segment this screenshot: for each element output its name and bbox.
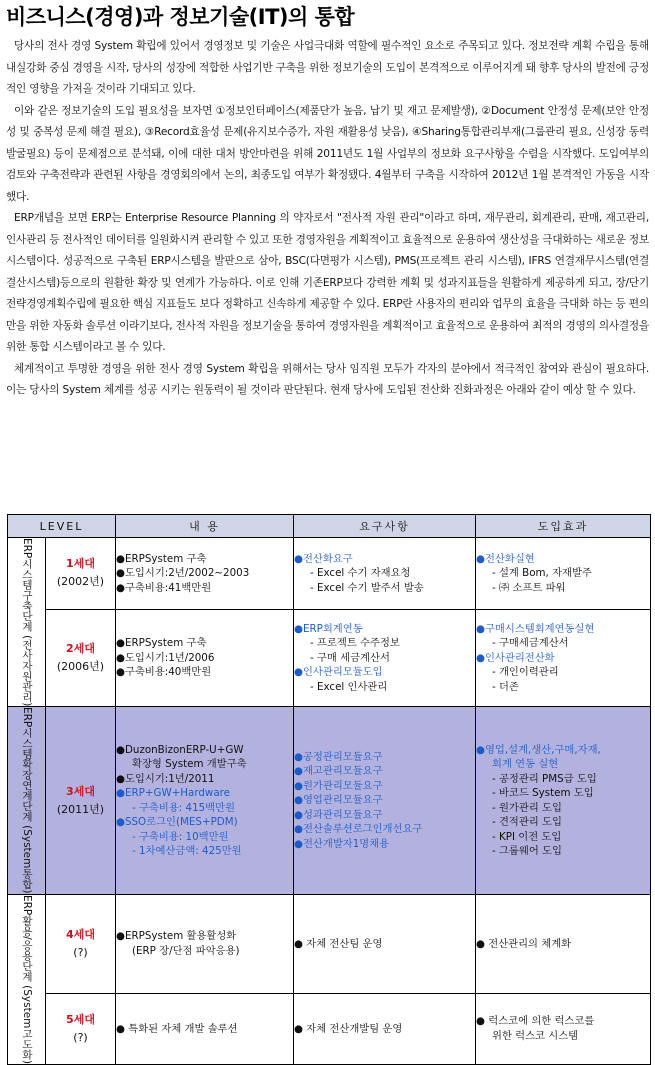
cell-line: - 설계 Bom, 자재발주 <box>492 567 592 580</box>
cell-line: ●전산화요구 <box>294 552 353 565</box>
paragraph-3: ERP개념을 보면 ERP는 Enterprise Resource Planning 의 약자로서 "전사적 자원 관리"이라고 하며, 재무관리, 회계관리, 판매, 재고관리, 인사관리 등 전사적인 데이터를 일원화시켜 관리할 수 있고 또한 경영자원을 계획적이고 효율적으로 운용하여 생산성을 극대화하는 새로운 정보시스템이다. 성공적으로 구축된 ERP시스템을 발판으로 삼아, BSC(다면평가 시스템), PMS(프로젝트 관리 시스템), IFRS 연결재무시스템(연결결산시스템)등으로의 원활한 확장 및 연계가 가능하다. 이로 인해 기존ERP보다 강력한 계획 및 성과지표들을 원활하게 제공하게 되고, 장/단기 전략경영계획수립에 필요한 핵심 지표들도 보다 정확하고 신속하게 제공할 수 있다. ERP란 사용자의 편리와 업무의 효율을 극대화 하는 등 편의만을 위한 자동화 솔루션 이라기보다, 전사적 자원을 정보기술을 통하여 경영자원을 계획적이고 효율적으로 운용하여 최적의 경영의 의사결정을 위한 통합 시스템이라고 볼 수 있다. <box>6 212 649 353</box>
body-text <box>6 36 649 402</box>
cell-line: ●구축비용:41백만원 <box>116 581 212 594</box>
cell-line: - 구매세금계산서 <box>492 637 569 650</box>
cell-line: ●공정관리모듈요구 <box>294 750 383 763</box>
requirements-cell <box>294 993 476 1064</box>
cell-line: ●인사관리모듈도입 <box>294 666 383 679</box>
generation-label: 5세대 <box>66 1012 95 1026</box>
cell-line: - 바코드 System 도입 <box>492 787 594 800</box>
requirements-cell <box>294 894 476 993</box>
cell-line: - 더존 <box>492 680 519 693</box>
content-cell <box>116 707 294 894</box>
cell-line: - ㈜ 소프트 파워 <box>492 581 566 594</box>
cell-line: ●ERP+GW+Hardware <box>116 787 230 800</box>
evolution-table <box>7 514 651 1065</box>
requirements-cell <box>294 707 476 894</box>
cell-line: - 구축비용: 415백만원 <box>132 801 236 814</box>
cell-line: - 그룹웨어 도입 <box>492 845 562 858</box>
content-cell <box>116 993 294 1064</box>
stage-label: ERP활용/응용단계 (System고도화) <box>8 894 46 1064</box>
cell-line: ●ERPSystem 활용활성화 <box>116 930 237 943</box>
cell-line: - Excel 수기 자재요청 <box>310 567 411 580</box>
effects-cell <box>476 707 651 894</box>
generation-year: (2011년) <box>56 802 105 816</box>
cell-line: - 구매 세금계산서 <box>310 651 390 664</box>
table-row <box>8 993 651 1064</box>
cell-line: 회계 연동 실현 <box>492 758 559 771</box>
effects-cell <box>476 993 651 1064</box>
cell-line: - KPI 이전 도입 <box>492 830 562 843</box>
cell-line: - 원가관리 도입 <box>492 801 562 814</box>
header-level: LEVEL <box>8 515 116 538</box>
content-cell <box>116 538 294 610</box>
effects-cell <box>476 538 651 610</box>
cell-line: ● 럭스코에 의한 럭스코를 <box>476 1015 595 1028</box>
cell-line: ●전산화실현 <box>476 552 535 565</box>
table-row <box>8 538 651 610</box>
cell-line: ●ERPSystem 구축 <box>116 637 207 650</box>
generation-year: (2006년) <box>56 660 105 674</box>
cell-line: ●인사관리전산화 <box>476 651 555 664</box>
cell-line: ● 자체 전산개발팀 운영 <box>294 1022 403 1035</box>
cell-line: ● 전산관리의 체계화 <box>476 937 572 950</box>
cell-line: ●ERPSystem 구축 <box>116 552 207 565</box>
page-title: 비즈니스(경영)과 정보기술(IT)의 통합 <box>6 5 355 29</box>
content-cell <box>116 894 294 993</box>
cell-line: ●구매시스템회계연동실현 <box>476 622 595 635</box>
cell-line: - 프로젝트 수주정보 <box>310 637 400 650</box>
cell-line: ●구축비용:40백만원 <box>116 666 212 679</box>
cell-line: - 구축비용: 10백만원 <box>132 830 229 843</box>
generation-cell <box>46 707 116 894</box>
cell-line: - Excel 인사관리 <box>310 680 388 693</box>
header-content: 내 용 <box>116 515 294 538</box>
stage-label: ERP시스템확장연계단계 (System통합) <box>8 707 46 894</box>
cell-line: ●ERP회계연동 <box>294 622 363 635</box>
cell-line: ●원가관리모듈요구 <box>294 779 383 792</box>
cell-line: - 견적관리 도입 <box>492 816 562 829</box>
generation-label: 4세대 <box>66 927 95 941</box>
cell-line: (ERP 장/단점 파악응용) <box>132 944 240 957</box>
header-requirements: 요구사항 <box>294 515 476 538</box>
generation-year: (?) <box>73 945 88 959</box>
paragraph-4: 체계적이고 투명한 경영을 위한 전사 경영 System 확립을 위해서는 당사 임직원 모두가 각자의 분야에서 적극적인 참여와 관심이 필요하다. 이는 당사의 System 체계를 성공 시키는 원동력이 될 것이라 판단된다. 현재 당사에 도입된 전산화 진화과정은 아래와 같이 예상 할 수 있다. <box>6 362 649 396</box>
table-row <box>8 894 651 993</box>
cell-line: ●도입시기:1년/2006 <box>116 651 215 664</box>
generation-label: 2세대 <box>66 642 95 656</box>
requirements-cell <box>294 609 476 706</box>
cell-line: - 1차예산금액: 425만원 <box>132 845 242 858</box>
header-effects: 도입효과 <box>476 515 651 538</box>
cell-line: ●도입시기:2년/2002~2003 <box>116 567 250 580</box>
cell-line: ●전산솔루션로그인개선요구 <box>294 823 423 836</box>
content-cell <box>116 609 294 706</box>
cell-line: ● 자체 전산팀 운영 <box>294 937 383 950</box>
effects-cell <box>476 894 651 993</box>
stage-label: ERP시스템구축단계 (전사자원관리) <box>8 538 46 707</box>
cell-line: ●재고관리모듈요구 <box>294 765 383 778</box>
paragraph-2: 이와 같은 정보기술의 도입 필요성을 보자면 ①정보인터페이스(제품단가 높음, 납기 및 재고 문제발생), ②Document 안정성 문제(보안 안정성 및 중복성 문제 해결 필요), ③Record효율성 문제(유지보수증가, 자원 재활용성 낮음), ④Sharing통합관리부재(그룹관리 필요, 신성장 동력 발굴필요) 등이 문제점으로 분석돼, 이에 대한 대처 방안마련을 위해 2011년도 1월 사업부의 정보화 요구사항을 수렴을 시작했다. 도입여부의 검토와 구축전략과 관련된 사항을 경영회의에서 논의, 최종도입 여부가 확정됐다. 4월부터 구축을 시작하여 2012년 1월 본격적인 가동을 시작했다. <box>6 104 649 203</box>
generation-cell <box>46 993 116 1064</box>
cell-line: ●영업관리모듈요구 <box>294 794 383 807</box>
generation-year: (2002년) <box>56 575 105 589</box>
generation-label: 1세대 <box>66 557 95 571</box>
cell-line: ●SSO로그인(MES+PDM) <box>116 816 238 829</box>
generation-cell <box>46 609 116 706</box>
generation-label: 3세대 <box>66 784 95 798</box>
cell-line: ●전산개발자1명채용 <box>294 837 390 850</box>
cell-line: - 개인이력관리 <box>492 666 559 679</box>
cell-line: ●성과관리모듈요구 <box>294 808 383 821</box>
table-row <box>8 707 651 894</box>
generation-cell <box>46 894 116 993</box>
table-row <box>8 609 651 706</box>
generation-cell <box>46 538 116 610</box>
cell-line: ●영업,설계,생산,구매,자재, <box>476 743 601 756</box>
cell-line: - Excel 수기 발주서 발송 <box>310 581 424 594</box>
cell-line: ● 특화된 자체 개발 솔루션 <box>116 1022 238 1035</box>
cell-line: - 공정관리 PMS급 도입 <box>492 772 597 785</box>
effects-cell <box>476 609 651 706</box>
requirements-cell <box>294 538 476 610</box>
cell-line: ●DuzonBizonERP-U+GW <box>116 743 244 756</box>
cell-line: 확장형 System 개발구축 <box>132 758 247 771</box>
table-header-row <box>8 515 651 538</box>
cell-line: ●도입시기:1년/2011 <box>116 772 215 785</box>
generation-year: (?) <box>73 1030 88 1044</box>
cell-line: 위한 럭스코 시스템 <box>492 1029 579 1042</box>
paragraph-1: 당사의 전사 경영 System 확립에 있어서 경영정보 및 기술은 사업극대화 역할에 필수적인 요소로 주목되고 있다. 정보전략 계획 수립을 통해 내실강화 중심 경영을 시작, 당사의 성장에 적합한 사업기반 구축을 위한 정보기술의 도입이 본격적으로 이루어지게 돼 향후 당사의 발전에 긍정적인 영향을 가져올 것이라 기대되고 있다. <box>6 40 649 95</box>
